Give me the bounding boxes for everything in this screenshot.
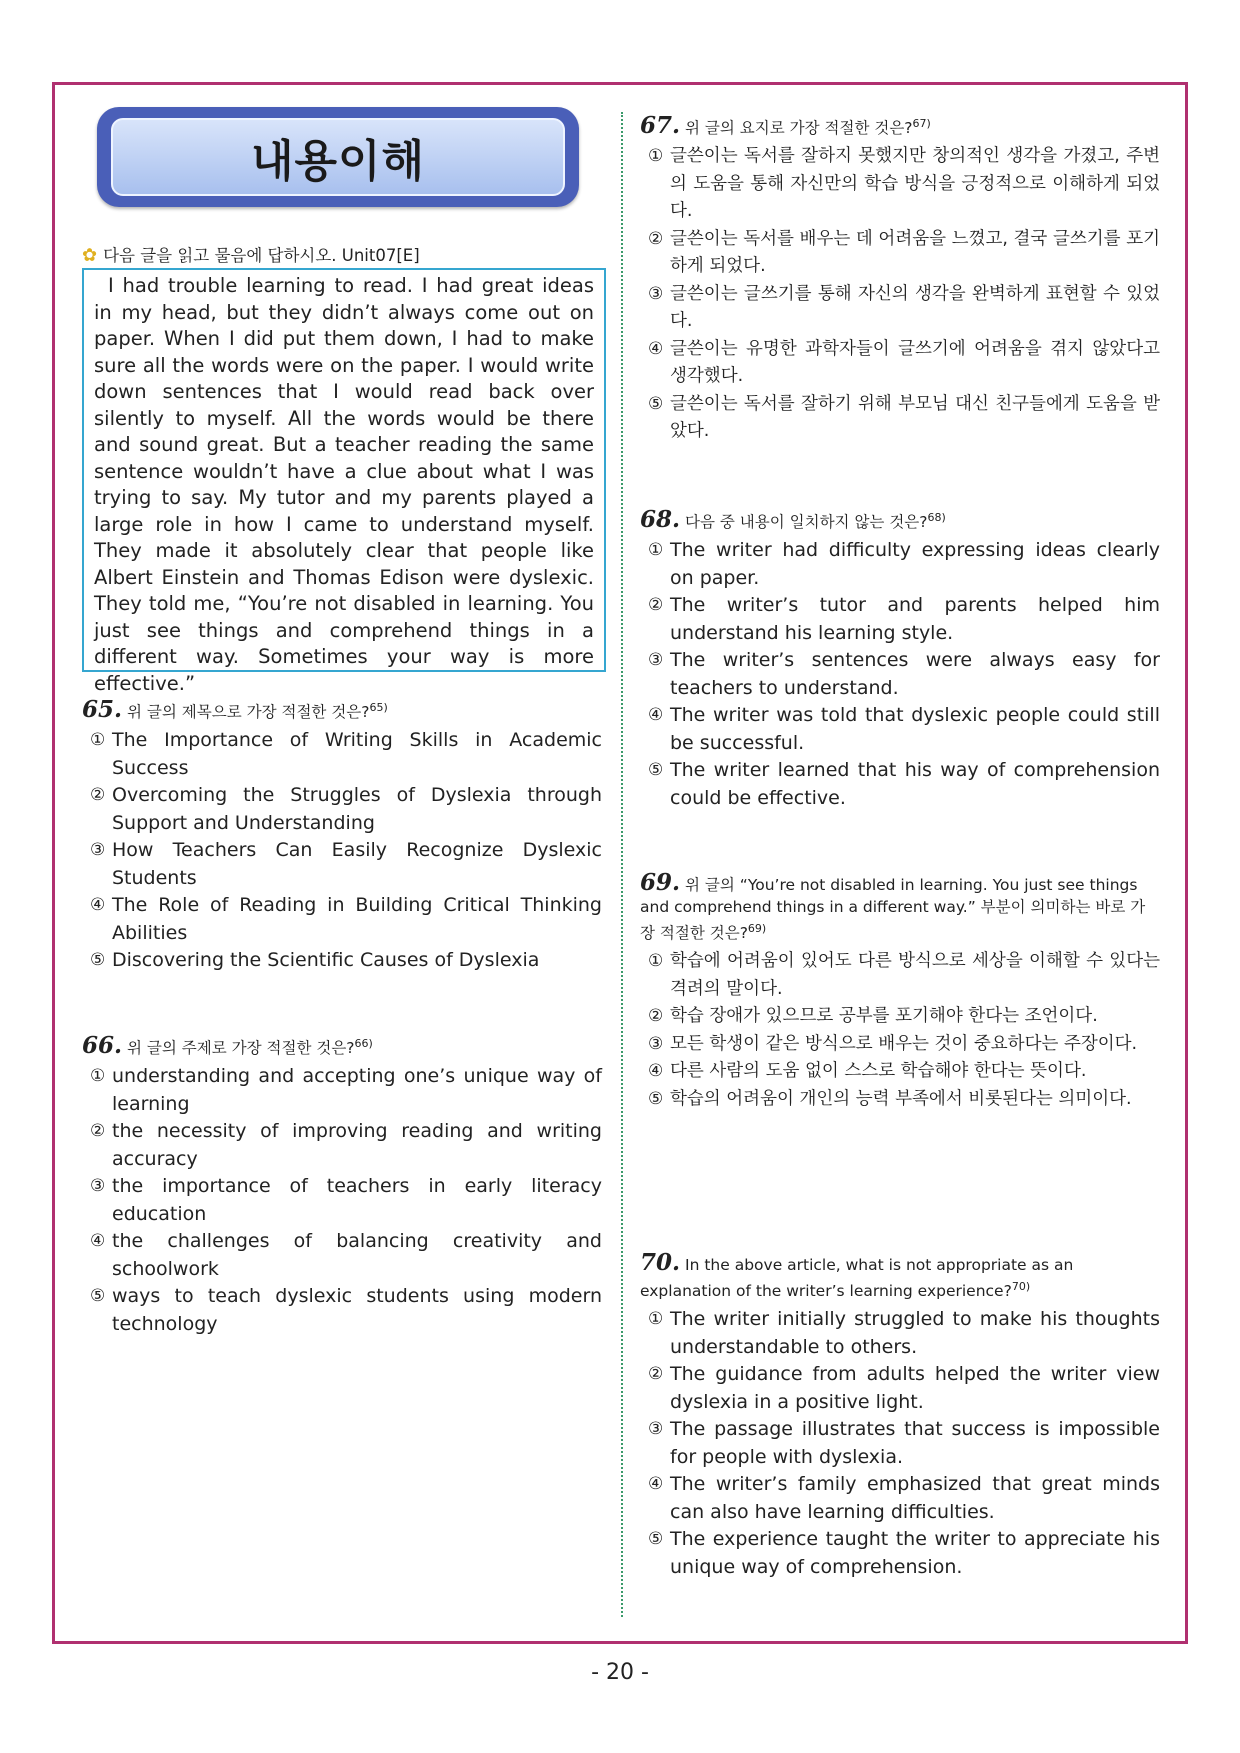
option-5[interactable] xyxy=(82,947,602,975)
option-list xyxy=(640,1306,1160,1581)
question-prompt: In the above article, what is not appropriate as an explanation of the writer’s learning experience? xyxy=(640,1256,1074,1301)
option-4[interactable] xyxy=(640,702,1160,757)
option-text: understanding and accepting one’s unique way of learning xyxy=(112,1065,602,1115)
option-1[interactable] xyxy=(82,727,602,782)
question-ref: 70) xyxy=(1011,1280,1031,1293)
option-list xyxy=(640,143,1160,446)
option-text: the necessity of improving reading and writing accuracy xyxy=(112,1120,602,1170)
option-4[interactable] xyxy=(640,1058,1160,1086)
question-heading xyxy=(640,869,1160,944)
question-heading xyxy=(82,1033,602,1059)
question-heading xyxy=(640,1249,1160,1302)
question-ref: 67) xyxy=(912,117,931,130)
option-text: the importance of teachers in early literacy education xyxy=(112,1175,602,1225)
option-list xyxy=(640,537,1160,812)
option-marker: ④ xyxy=(90,1231,106,1252)
question-ref: 65) xyxy=(369,701,388,714)
question-prompt: 위 글의 제목으로 가장 적절한 것은? xyxy=(127,703,370,722)
option-marker: ④ xyxy=(648,1474,664,1495)
option-text: The writer initially struggled to make his thoughts understandable to others. xyxy=(670,1308,1160,1358)
reading-passage xyxy=(82,268,606,695)
question-68 xyxy=(640,507,1160,812)
question-number: 65. xyxy=(82,696,123,724)
question-number: 67. xyxy=(640,112,681,140)
option-text: ways to teach dyslexic students using modern technology xyxy=(112,1285,602,1335)
option-marker: ⑤ xyxy=(648,393,664,414)
option-1[interactable] xyxy=(640,1306,1160,1361)
instruction xyxy=(82,242,420,266)
option-1[interactable] xyxy=(640,948,1160,1003)
option-marker: ② xyxy=(648,228,664,249)
option-list xyxy=(82,1063,602,1338)
option-marker: ⑤ xyxy=(648,760,664,781)
option-text: The writer’s sentences were always easy for teachers to understand. xyxy=(670,649,1160,699)
option-text: 글쓴이는 독서를 잘하기 위해 부모님 대신 친구들에게 도움을 받았다. xyxy=(670,393,1160,442)
option-marker: ④ xyxy=(648,1061,664,1082)
question-67 xyxy=(640,113,1160,446)
option-2[interactable] xyxy=(640,592,1160,647)
question-number: 68. xyxy=(640,506,681,534)
section-title-box xyxy=(97,107,579,207)
option-text: The passage illustrates that success is impossible for people with dyslexia. xyxy=(670,1418,1160,1468)
option-marker: ① xyxy=(648,146,664,167)
option-5[interactable] xyxy=(82,1283,602,1338)
option-5[interactable] xyxy=(640,391,1160,446)
question-heading xyxy=(640,113,1160,139)
option-text: The writer’s tutor and parents helped him understand his learning style. xyxy=(670,594,1160,644)
option-2[interactable] xyxy=(82,1118,602,1173)
option-2[interactable] xyxy=(640,1003,1160,1031)
option-marker: ③ xyxy=(648,1419,664,1440)
option-1[interactable] xyxy=(640,143,1160,226)
question-prompt: 위 글의 요지로 가장 적절한 것은? xyxy=(685,119,913,138)
option-list xyxy=(640,948,1160,1113)
option-text: 다른 사람의 도움 없이 스스로 학습해야 한다는 뜻이다. xyxy=(670,1061,1087,1082)
column-divider xyxy=(621,112,623,1617)
option-marker: ③ xyxy=(648,283,664,304)
option-marker: ④ xyxy=(90,895,106,916)
option-1[interactable] xyxy=(82,1063,602,1118)
option-text: 모든 학생이 같은 방식으로 배우는 것이 중요하다는 주장이다. xyxy=(670,1033,1138,1054)
option-4[interactable] xyxy=(82,892,602,947)
option-text: the challenges of balancing creativity and schoolwork xyxy=(112,1230,602,1280)
question-number: 69. xyxy=(640,869,681,896)
option-marker: ⑤ xyxy=(90,1286,106,1307)
option-marker: ② xyxy=(648,1364,664,1385)
option-marker: ④ xyxy=(648,705,664,726)
question-70 xyxy=(640,1249,1160,1581)
question-prompt: 다음 중 내용이 일치하지 않는 것은? xyxy=(685,513,928,532)
option-5[interactable] xyxy=(640,1086,1160,1114)
option-text: The Role of Reading in Building Critical Thinking Abilities xyxy=(112,894,602,944)
passage-text: I had trouble learning to read. I had great ideas in my head, but they didn’t always come out on paper. When I did put them down, I had to make sure all the words were on the paper. I would write down sentences that I would read back over silently to myself. All the words would be there and sound great. But a teacher reading the same sentence wouldn’t have a clue about what I was trying to say. My tutor and my parents played a large role in how I came to understand myself. They made it absolutely clear that people like Albert Einstein and Thomas Edison were dyslexic. They told me, “You’re not disabled in learning. You just see things and comprehend things in a different way. Sometimes your way is more effective.” xyxy=(94,274,594,695)
option-text: The writer was told that dyslexic people could still be successful. xyxy=(670,704,1160,754)
option-3[interactable] xyxy=(640,281,1160,336)
question-ref: 68) xyxy=(927,511,946,524)
option-4[interactable] xyxy=(640,336,1160,391)
question-69 xyxy=(640,869,1160,1113)
option-marker: ② xyxy=(648,1006,664,1027)
option-marker: ① xyxy=(648,1309,664,1330)
option-1[interactable] xyxy=(640,537,1160,592)
option-2[interactable] xyxy=(82,782,602,837)
question-prompt: 위 글의 “You’re not disabled in learning. You just see things and comprehend things in a different way.” 부분이 의미하는 바로 가장 적절한 것은? xyxy=(640,876,1146,943)
section-title: 내용이해 xyxy=(250,136,425,187)
option-text: 학습에 어려움이 있어도 다른 방식으로 세상을 이해할 수 있다는 격려의 말이다. xyxy=(670,951,1160,999)
option-text: 글쓴이는 글쓰기를 통해 자신의 생각을 완벽하게 표현할 수 있었다. xyxy=(670,283,1160,332)
option-marker: ② xyxy=(648,595,664,616)
option-marker: ② xyxy=(90,1121,106,1142)
option-marker: ④ xyxy=(648,338,664,359)
option-marker: ③ xyxy=(90,840,106,861)
option-3[interactable] xyxy=(82,1173,602,1228)
option-4[interactable] xyxy=(640,1471,1160,1526)
option-marker: ① xyxy=(90,1066,106,1087)
question-66 xyxy=(82,1033,602,1338)
option-text: The Importance of Writing Skills in Academic Success xyxy=(112,729,602,779)
option-text: 글쓴이는 독서를 잘하지 못했지만 창의적인 생각을 가졌고, 주변의 도움을 통해 자신만의 학습 방식을 긍정적으로 이해하게 되었다. xyxy=(670,146,1160,222)
option-marker: ⑤ xyxy=(648,1529,664,1550)
option-marker: ① xyxy=(648,540,664,561)
question-ref: 69) xyxy=(747,922,767,935)
question-number: 70. xyxy=(640,1249,681,1276)
option-text: Overcoming the Struggles of Dyslexia through Support and Understanding xyxy=(112,784,602,834)
option-marker: ③ xyxy=(90,1176,106,1197)
option-text: 글쓴이는 독서를 배우는 데 어려움을 느꼈고, 결국 글쓰기를 포기하게 되었다. xyxy=(670,228,1160,277)
option-marker: ⑤ xyxy=(648,1088,664,1109)
option-5[interactable] xyxy=(640,1526,1160,1581)
question-heading xyxy=(640,507,1160,533)
option-5[interactable] xyxy=(640,757,1160,812)
option-text: 학습의 어려움이 개인의 능력 부족에서 비롯된다는 의미이다. xyxy=(670,1088,1132,1109)
section-title-inner xyxy=(111,118,565,196)
option-2[interactable] xyxy=(640,226,1160,281)
question-ref: 66) xyxy=(354,1037,373,1050)
option-3[interactable] xyxy=(640,1416,1160,1471)
flower-icon: ✿ xyxy=(82,245,98,266)
page-number: - 20 - xyxy=(591,1660,649,1685)
instruction-text: 다음 글을 읽고 물음에 답하시오. Unit07[E] xyxy=(103,246,420,265)
option-text: The writer learned that his way of comprehension could be effective. xyxy=(670,759,1160,809)
option-4[interactable] xyxy=(82,1228,602,1283)
option-text: 글쓴이는 유명한 과학자들이 글쓰기에 어려움을 겪지 않았다고 생각했다. xyxy=(670,338,1160,387)
option-text: Discovering the Scientific Causes of Dyslexia xyxy=(112,949,540,972)
option-marker: ③ xyxy=(648,650,664,671)
option-text: The writer had difficulty expressing ideas clearly on paper. xyxy=(670,539,1160,589)
question-prompt: 위 글의 주제로 가장 적절한 것은? xyxy=(127,1039,355,1058)
question-heading xyxy=(82,697,602,723)
option-text: The guidance from adults helped the writer view dyslexia in a positive light. xyxy=(670,1363,1160,1413)
option-3[interactable] xyxy=(640,1031,1160,1059)
option-marker: ① xyxy=(90,730,106,751)
question-number: 66. xyxy=(82,1032,123,1060)
option-text: How Teachers Can Easily Recognize Dyslexic Students xyxy=(112,839,602,889)
option-marker: ⑤ xyxy=(90,950,106,971)
option-text: 학습 장애가 있으므로 공부를 포기해야 한다는 조언이다. xyxy=(670,1006,1098,1027)
option-marker: ② xyxy=(90,785,106,806)
option-marker: ③ xyxy=(648,1033,664,1054)
option-text: The writer’s family emphasized that great minds can also have learning difficulties. xyxy=(670,1473,1160,1523)
option-3[interactable] xyxy=(82,837,602,892)
option-marker: ① xyxy=(648,951,664,972)
option-2[interactable] xyxy=(640,1361,1160,1416)
option-text: The experience taught the writer to appreciate his unique way of comprehension. xyxy=(670,1528,1160,1578)
option-3[interactable] xyxy=(640,647,1160,702)
question-65 xyxy=(82,697,602,975)
option-list xyxy=(82,727,602,975)
